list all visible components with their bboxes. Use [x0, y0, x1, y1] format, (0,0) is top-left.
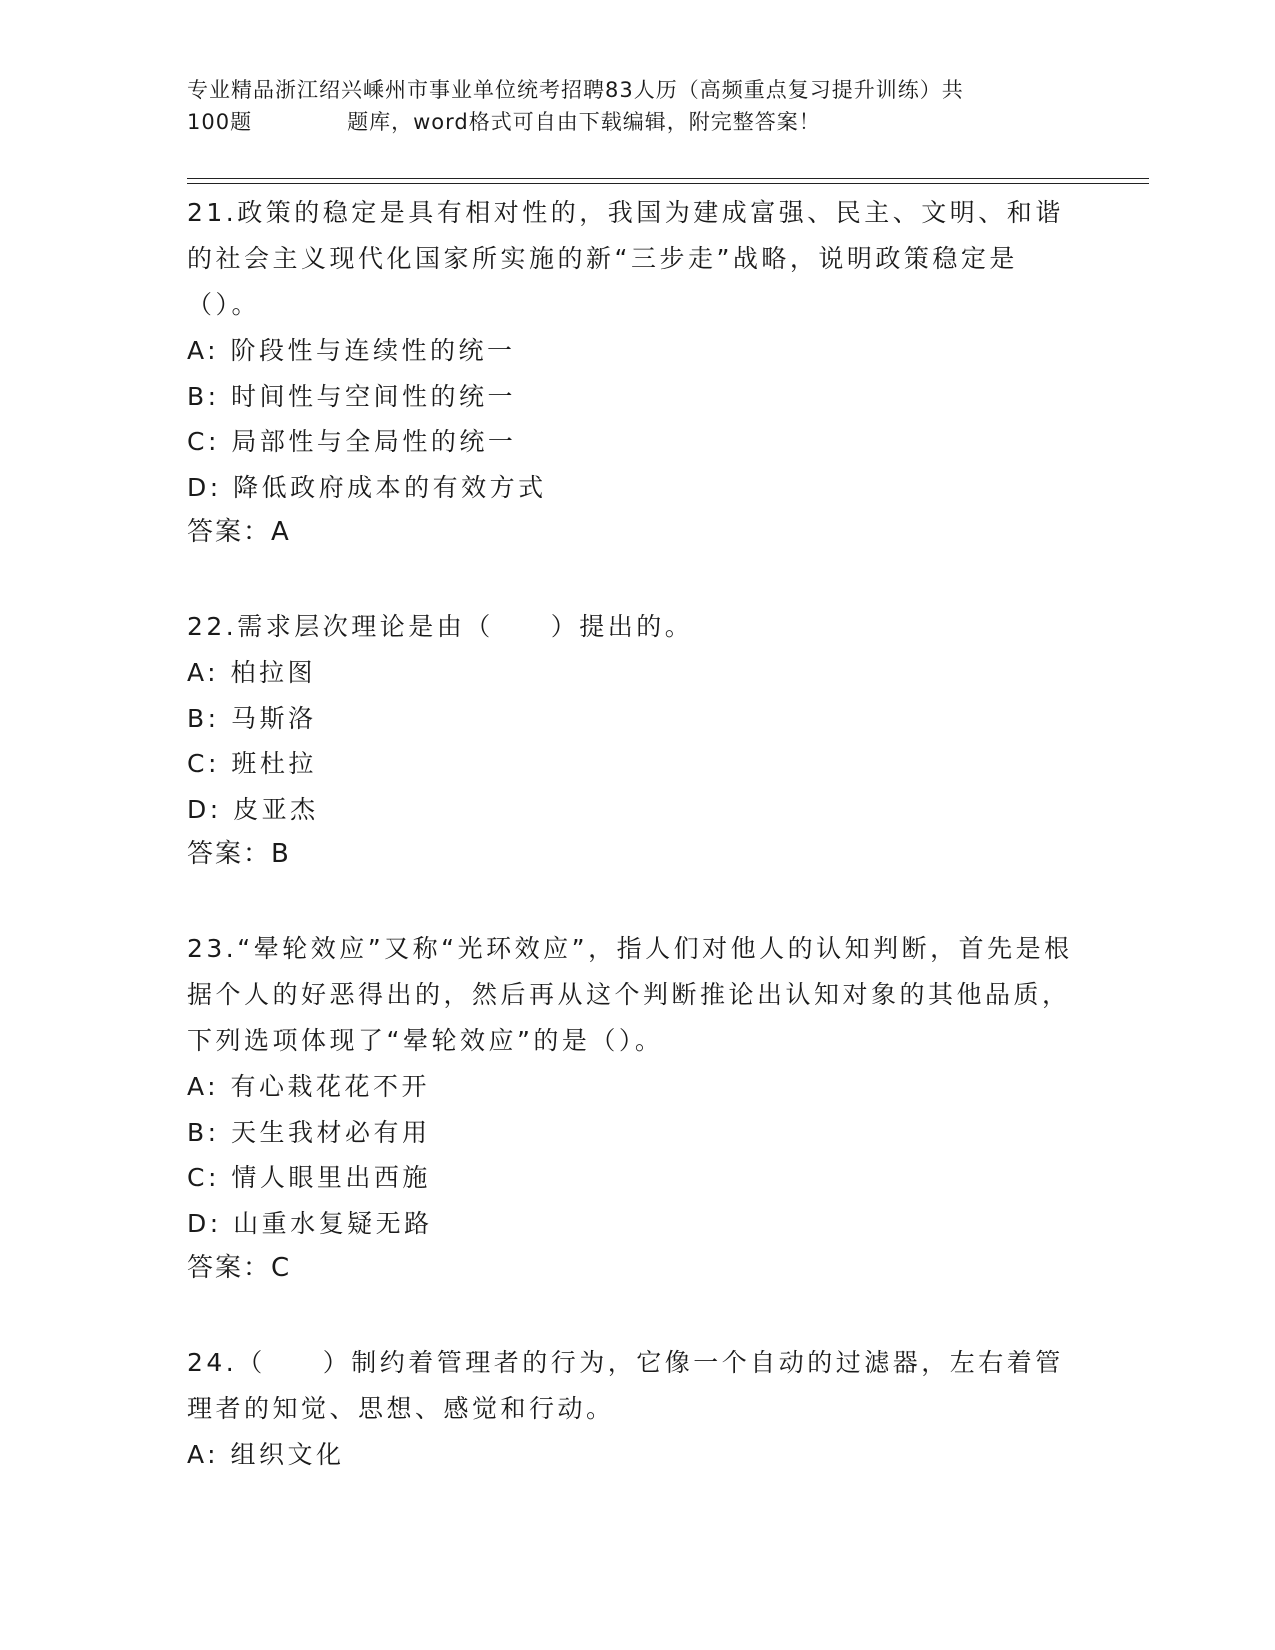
option-text: 阶段性与连续性的统一 — [230, 336, 516, 365]
option-c — [187, 741, 1087, 787]
question-text: 23.“晕轮效应”又称“光环效应”，指人们对他人的认知判断，首先是根据个人的好恶得出的，然后再从这个判断推论出认知对象的其他品质，下列选项体现了“晕轮效应”的是（）。 — [187, 934, 1073, 1055]
option-key: D: — [187, 472, 222, 502]
option-key: A: — [187, 336, 220, 365]
header-line-2 — [187, 106, 1087, 138]
header-line-1: 专业精品浙江绍兴嵊州市事业单位统考招聘83人历（高频重点复习提升训练）共 — [187, 78, 964, 102]
option-key: A: — [187, 658, 220, 687]
question-21 — [187, 190, 1087, 555]
option-key: B: — [187, 1117, 220, 1147]
option-c — [187, 419, 1087, 465]
option-text: 马斯洛 — [231, 703, 317, 733]
header-count: 100题 — [187, 110, 253, 134]
question-text: 24.（ ）制约着管理者的行为，它像一个自动的过滤器，左右着管理者的知觉、思想、感觉和行动。 — [187, 1348, 1064, 1423]
question-text: 21.政策的稳定是具有相对性的，我国为建成富强、民主、文明、和谐的社会主义现代化国家所实施的新“三步走”战略，说明政策稳定是（）。 — [187, 198, 1064, 319]
option-key: A: — [187, 1440, 220, 1469]
header-divider-bottom — [187, 183, 1149, 184]
option-text: 有心栽花花不开 — [230, 1072, 431, 1101]
option-text: 局部性与全局性的统一 — [231, 427, 517, 456]
question-23 — [187, 926, 1087, 1291]
option-d — [187, 787, 1087, 833]
document-header — [187, 74, 1087, 138]
option-b — [187, 696, 1087, 742]
question-list — [187, 190, 1087, 1478]
answer: 答案：A — [187, 517, 291, 547]
option-key: B: — [187, 381, 220, 411]
option-key: A: — [187, 1072, 220, 1101]
option-a — [187, 1432, 1087, 1478]
option-key: C: — [187, 427, 220, 456]
option-text: 组织文化 — [230, 1440, 345, 1469]
answer: 答案：B — [187, 839, 291, 869]
question-text: 22.需求层次理论是由（ ）提出的。 — [187, 612, 694, 641]
option-key: C: — [187, 1163, 220, 1192]
option-text: 班杜拉 — [231, 749, 317, 778]
option-d — [187, 1201, 1087, 1247]
question-22 — [187, 604, 1087, 877]
option-text: 柏拉图 — [230, 658, 317, 687]
option-a — [187, 650, 1087, 696]
header-subtitle: 题库，word格式可自由下载编辑，附完整答案！ — [347, 110, 821, 134]
option-text: 皮亚杰 — [233, 794, 319, 824]
option-text: 天生我材必有用 — [231, 1117, 431, 1147]
option-key: B: — [187, 703, 220, 733]
option-text: 降低政府成本的有效方式 — [233, 472, 547, 502]
option-text: 情人眼里出西施 — [231, 1163, 431, 1192]
option-d — [187, 465, 1087, 511]
option-key: D: — [187, 1208, 222, 1238]
option-text: 山重水复疑无路 — [233, 1208, 433, 1238]
option-key: D: — [187, 794, 222, 824]
option-text: 时间性与空间性的统一 — [231, 381, 517, 411]
question-24 — [187, 1340, 1087, 1478]
option-key: C: — [187, 749, 220, 778]
header-divider-top — [187, 178, 1149, 179]
option-a — [187, 1064, 1087, 1110]
option-b — [187, 1110, 1087, 1156]
option-b — [187, 374, 1087, 420]
option-a — [187, 328, 1087, 374]
answer: 答案：C — [187, 1253, 292, 1283]
option-c — [187, 1155, 1087, 1201]
